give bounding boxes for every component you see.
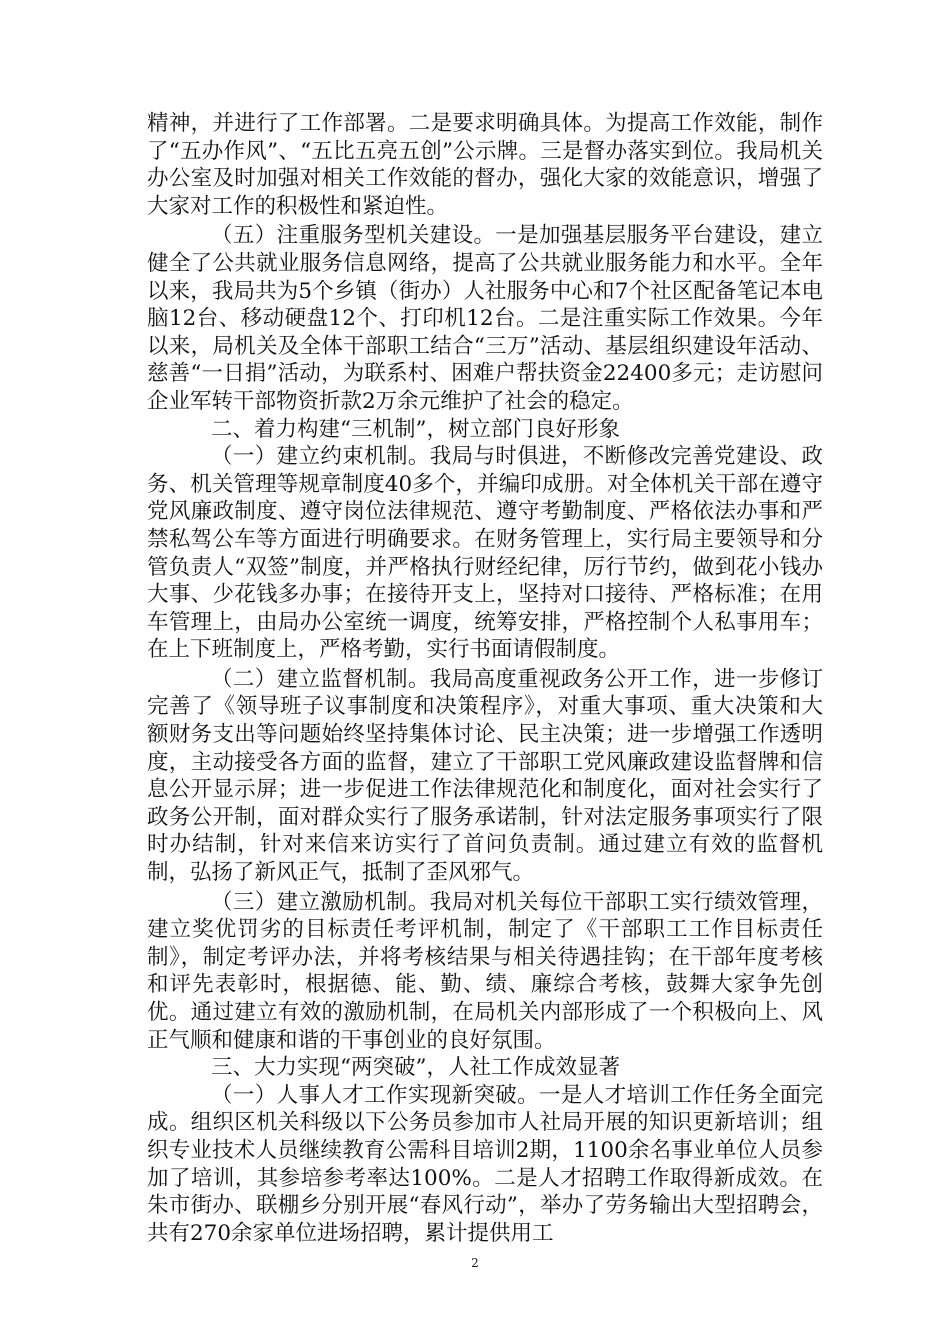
section-heading-three: 三、大力实现“两突破”，人社工作成效显著 [211, 1055, 620, 1081]
paragraph-talent-breakthrough: （一）人事人才工作实现新突破。一是人才培训工作任务全面完成。组织区机关科级以下公务员参加市人社局开展的知识更新培训；组织专业技术人员继续教育公需科目培训2期，1100余名事业单位人员参加了培训，其参培参考率达100%。二是人才招聘工作取得新成效。在朱市街办、联棚乡分别开展“春风行动”，举办了劳务输出大型招聘会，共有270余家单位进场招聘，累计提供用工 [147, 1082, 823, 1246]
document-body [147, 110, 823, 1247]
paragraph-continuation: 精神，并进行了工作部署。二是要求明确具体。为提高工作效能，制作了“五办作风”、“五比五亮五创”公示牌。三是督办落实到位。我局机关办公室及时加强对相关工作效能的督办，强化大家的效能意识，增强了大家对工作的积极性和紧迫性。 [147, 111, 823, 219]
page-number: 2 [471, 1256, 479, 1270]
section-heading-two: 二、着力构建“三机制”，树立部门良好形象 [211, 416, 620, 442]
paragraph-incentive-mechanism: （三）建立激励机制。我局对机关每位干部职工实行绩效管理，建立奖优罚劣的目标责任考评机制，制定了《干部职工工作目标责任制》，制定考评办法，并将考核结果与相关待遇挂钩；在干部年度考核和评先表彰时，根据德、能、勤、绩、廉综合考核，鼓舞大家争先创优。通过建立有效的激励机制，在局机关内部形成了一个积极向上、风正气顺和健康和谐的干事创业的良好氛围。 [147, 889, 823, 1053]
paragraph-service-organ: （五）注重服务型机关建设。一是加强基层服务平台建设，建立健全了公共就业服务信息网络，提高了公共就业服务能力和水平。全年以来，我局共为5个乡镇（街办）人社服务中心和7个社区配备笔记本电脑12台、移动硬盘12个、打印机12台。二是注重实际工作效果。今年以来，局机关及全体干部职工结合“三万”活动、基层组织建设年活动、慈善“一日捐”活动，为联系村、困难户帮扶资金22400多元；走访慰问企业军转干部物资折款2万余元维护了社会的稳定。 [147, 223, 823, 414]
paragraph-supervision-mechanism: （二）建立监督机制。我局高度重视政务公开工作，进一步修订完善了《领导班子议事制度和决策程序》，对重大事项、重大决策和大额财务支出等问题始终坚持集体讨论、民主决策；进一步增强工作透明度，主动接受各方面的监督，建立了干部职工党风廉政建设监督牌和信息公开显示屏；进一步促进工作法律规范化和制度化，面对社会实行了政务公开制，面对群众实行了服务承诺制，针对法定服务事项实行了限时办结制，针对来信来访实行了首问负责制。通过建立有效的监督机制，弘扬了新风正气，抵制了歪风邪气。 [147, 666, 823, 886]
paragraph-constraint-mechanism: （一）建立约束机制。我局与时俱进，不断修改完善党建设、政务、机关管理等规章制度40多个，并编印成册。对全体机关干部在遵守党风廉政制度、遵守岗位法律规范、遵守考勤制度、严格依法办事和严禁私驾公车等方面进行明确要求。在财务管理上，实行局主要领导和分管负责人“双签”制度，并严格执行财经纪律，厉行节约，做到花小钱办大事、少花钱多办事；在接待开支上，坚持对口接待、严格标准；在用车管理上，由局办公室统一调度，统筹安排，严格控制个人私事用车；在上下班制度上，严格考勤，实行书面请假制度。 [147, 444, 823, 663]
